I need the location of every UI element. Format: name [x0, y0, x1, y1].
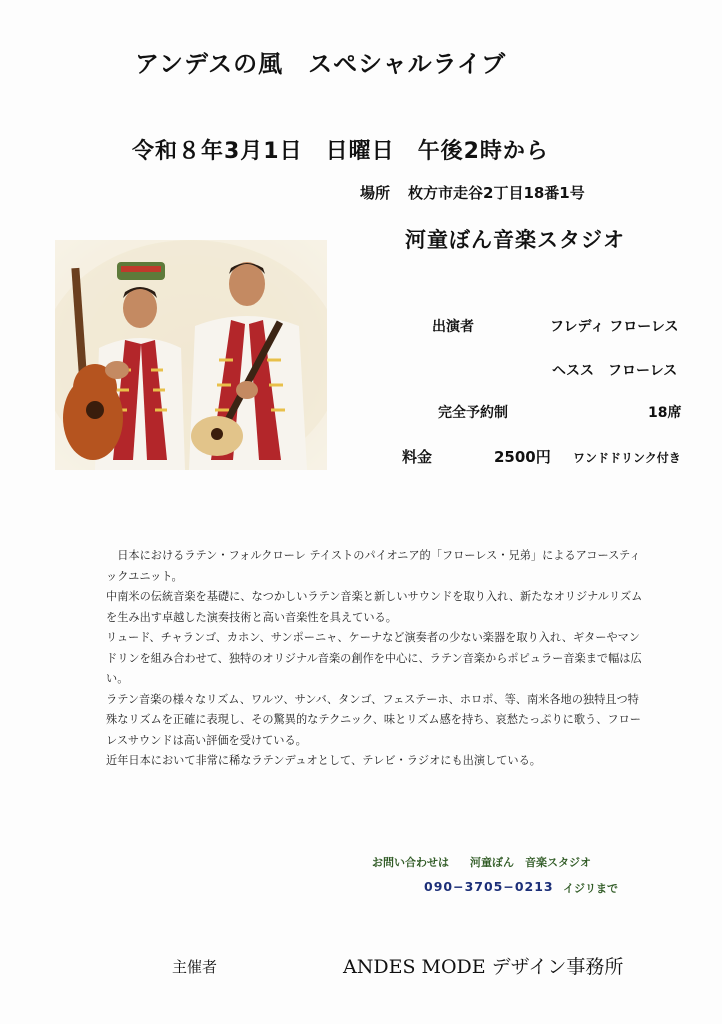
performer-name-1: フレディ フローレス — [550, 319, 679, 335]
contact-name: 河童ぼん 音楽スタジオ — [470, 856, 591, 869]
description — [106, 546, 646, 772]
performers-photo — [55, 240, 327, 470]
organizer-label: 主催者 — [172, 958, 218, 976]
contact-phone[interactable]: 090−3705−0213 — [424, 879, 554, 894]
performer-name-2: ヘスス フローレス — [552, 363, 678, 379]
event-date: 令和８年3月1日 日曜日 午後2時から — [132, 139, 549, 164]
fee-note: ワンドドリンク付き — [573, 451, 681, 465]
venue-address: 枚方市走谷2丁目18番1号 — [408, 184, 585, 202]
fee-amount: 2500円 — [494, 448, 551, 466]
flyer-title: アンデスの風 スペシャルライブ — [135, 50, 507, 78]
description-paragraph: 中南米の伝統音楽を基礎に、なつかしいラテン音楽と新しいサウンドを取り入れ、新たなオリジナルリズムを生み出す卓越した演奏技術と高い音楽性を具えている。 — [106, 590, 643, 624]
contact-ask: イジリまで — [563, 882, 618, 895]
fee-label: 料金 — [402, 448, 433, 466]
description-paragraph: 日本におけるラテン・フォルクローレ テイストのパイオニア的「フローレス・兄弟」によるアコースティックユニット。 — [106, 549, 641, 583]
venue-label: 場所 — [360, 184, 391, 202]
performers-label: 出演者 — [432, 319, 474, 335]
studio-name: 河童ぼん音楽スタジオ — [405, 228, 625, 252]
organizer-name: ANDES MODE デザイン事務所 — [343, 956, 624, 978]
performers-photo-illustration — [55, 240, 327, 470]
description-paragraph: 近年日本において非常に稀なラテンデュオとして、テレビ・ラジオにも出演している。 — [106, 754, 541, 767]
contact-label: お問い合わせは — [372, 856, 449, 869]
description-paragraph: リュード、チャランゴ、カホン、サンポーニャ、ケーナなど演奏者の少ない楽器を取り入れ、ギターやマンドリンを組み合わせて、独特のオリジナル音楽の創作を中心に、ラテン音楽からポピュラー音楽まで幅は広い。 — [106, 631, 642, 685]
description-paragraph: ラテン音楽の様々なリズム、ワルツ、サンバ、タンゴ、フェステーホ、ホロポ、等、南米各地の独特且つ特殊なリズムを正確に表現し、その驚異的なテクニック、味とリズム感を持ち、哀愁たっぷりに歌う、フローレスサウンドは高い評価を受けている。 — [106, 692, 641, 747]
reservation-label: 完全予約制 — [438, 405, 508, 421]
seat-count: 18席 — [648, 405, 682, 421]
